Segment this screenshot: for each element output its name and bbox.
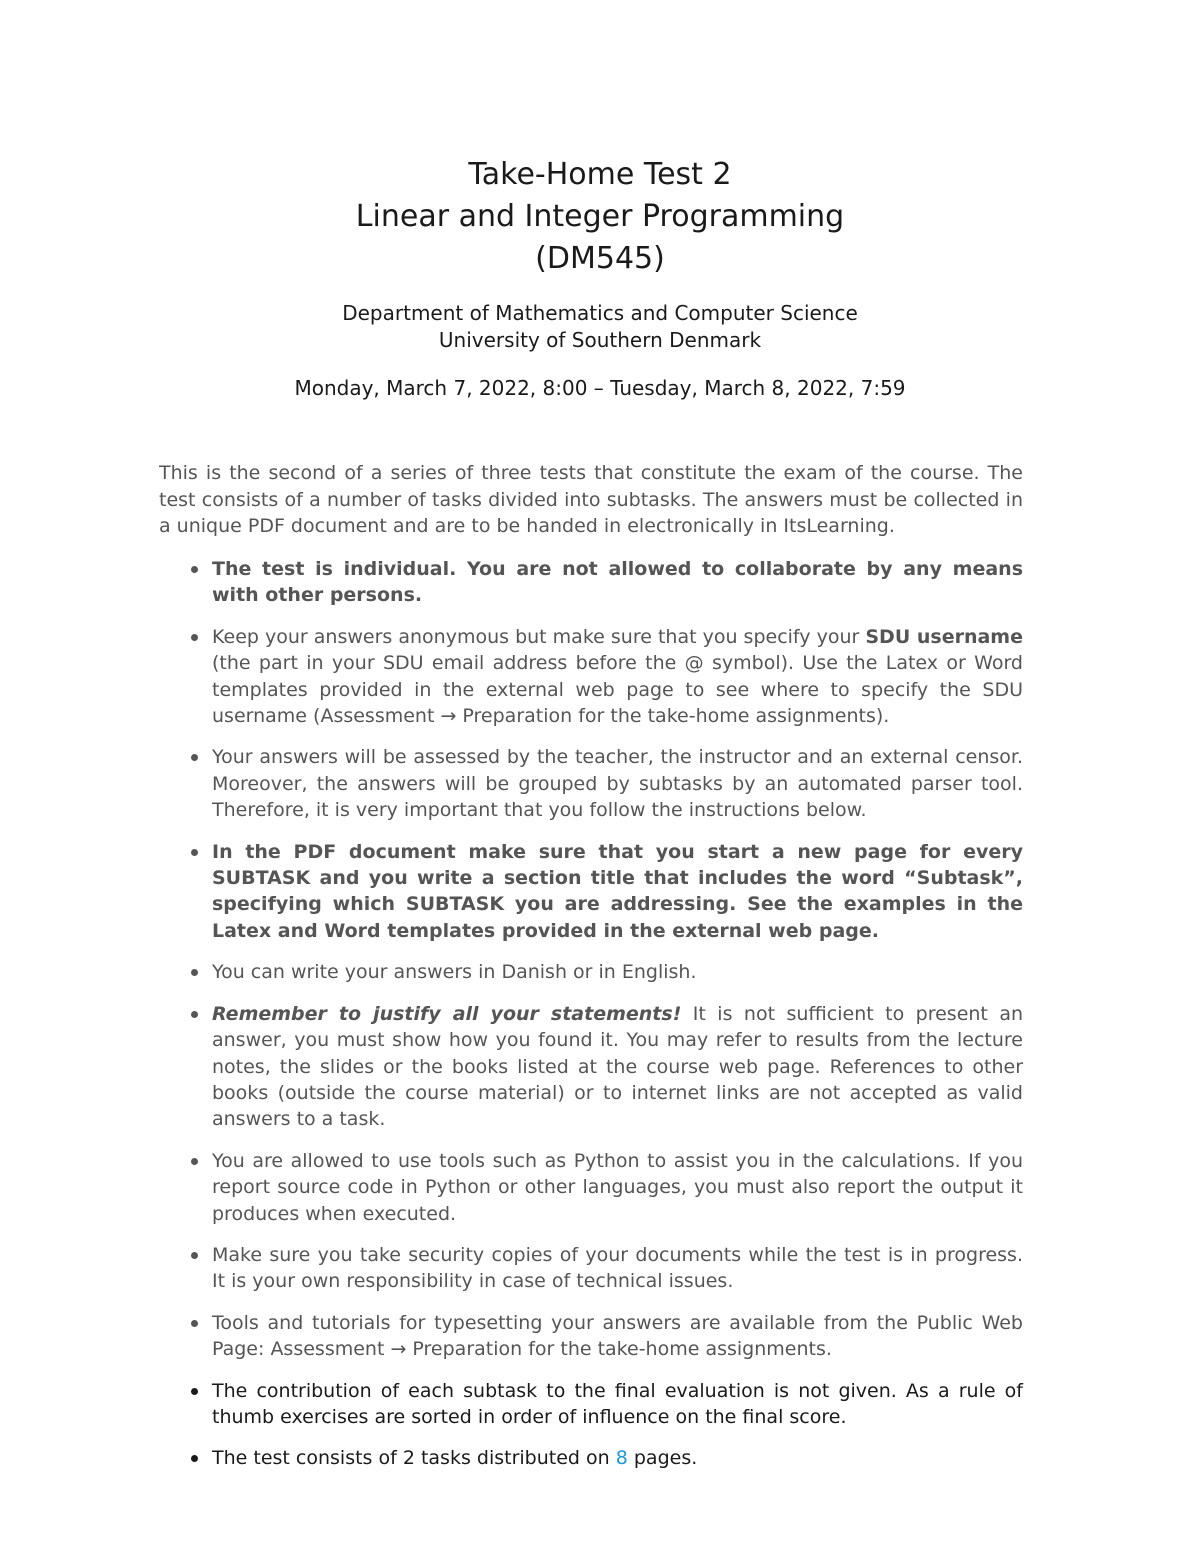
page-count-link[interactable]: 8 [615, 1447, 628, 1470]
department: Department of Mathematics and Computer Science [342, 301, 858, 325]
bullet-text: Your answers will be assessed by the teacher, the instructor and an external censor. Moreover, the answers will be grouped by subtasks by an automated parser tool. Therefore, it is very important that you follow the instructions below. [212, 746, 1023, 822]
bullet-icon [191, 849, 198, 856]
bullet-icon [191, 1388, 198, 1395]
list-item [159, 1148, 1023, 1227]
course-code: (DM545) [535, 241, 665, 276]
bullet-text: The test is individual. You are not allowed to collaborate by any means with other persons. [212, 558, 1023, 607]
list-item [159, 1378, 1023, 1431]
bullet-icon [191, 1252, 198, 1259]
bullet-text: The test consists of 2 tasks distributed on [212, 1447, 616, 1470]
list-item [159, 624, 1023, 730]
title-block [0, 154, 1200, 402]
bullet-icon [191, 1320, 198, 1327]
list-item [159, 1310, 1023, 1363]
bullet-text: (the part in your SDU email address before the @ symbol). Use the Latex or Word templates provided in the external web page to see where to specify the SDU username (Assessment → Preparation for the take-home assignments). [212, 652, 1023, 728]
bullet-text-bold: SDU username [865, 625, 1023, 648]
course-title: Linear and Integer Programming [355, 199, 845, 234]
bullet-icon [191, 634, 198, 641]
bullet-icon [191, 1455, 198, 1462]
list-item [159, 556, 1023, 609]
bullet-text: Keep your answers anonymous but make sure that you specify your [212, 625, 866, 648]
list-item [159, 839, 1023, 945]
bullet-text-italic: Remember to justify all your statements! [212, 1002, 682, 1025]
bullet-icon [191, 1158, 198, 1165]
bullet-text: Make sure you take security copies of your documents while the test is in progress. It is your own responsibility in case of technical issues. [212, 1243, 1023, 1293]
test-date: Monday, March 7, 2022, 8:00 – Tuesday, March 8, 2022, 7:59 [294, 376, 906, 400]
test-title: Take-Home Test 2 [468, 157, 732, 192]
instructions-list [159, 556, 1023, 1487]
bullet-text: In the PDF document make sure that you start a new page for every SUBTASK and you write a section title that includes the word “Subtask”, specifying which SUBTASK you are addressing. See the examples in the Latex and Word templates provided in the external web page. [212, 840, 1023, 942]
bullet-icon [191, 566, 198, 573]
list-item [159, 1001, 1023, 1133]
bullet-text: Tools and tutorials for typesetting your answers are available from the Public Web Page: Assessment → Preparation for the take-home assignments. [212, 1311, 1023, 1361]
list-item [159, 1242, 1023, 1295]
list-item [159, 959, 1023, 985]
bullet-icon [191, 754, 198, 761]
bullet-icon [191, 969, 198, 976]
intro-paragraph: This is the second of a series of three tests that constitute the exam of the course. The test consists of a number of tasks divided into subtasks. The answers must be collected in a unique PDF document and are to be handed in electronically in ItsLearning. [159, 462, 1023, 538]
bullet-text: It is not sufficient to present an answer, you must show how you found it. You may refer to results from the lecture notes, the slides or the books listed at the course web page. References to other books (outside the course material) or to internet links are not accepted as valid answers to a task. [212, 1002, 1023, 1131]
bullet-text: The contribution of each subtask to the final evaluation is not given. As a rule of thumb exercises are sorted in order of influence on the final score. [212, 1379, 1023, 1428]
bullet-text: You are allowed to use tools such as Python to assist you in the calculations. If you report source code in Python or other languages, you must also report the output it produces when executed. [212, 1149, 1023, 1225]
bullet-text: You can write your answers in Danish or in English. [212, 961, 697, 984]
bullet-text: pages. [627, 1447, 698, 1470]
university: University of Southern Denmark [438, 328, 762, 352]
affiliation [0, 300, 1200, 354]
list-item [159, 1445, 1023, 1471]
bullet-icon [191, 1011, 198, 1018]
list-item [159, 744, 1023, 823]
